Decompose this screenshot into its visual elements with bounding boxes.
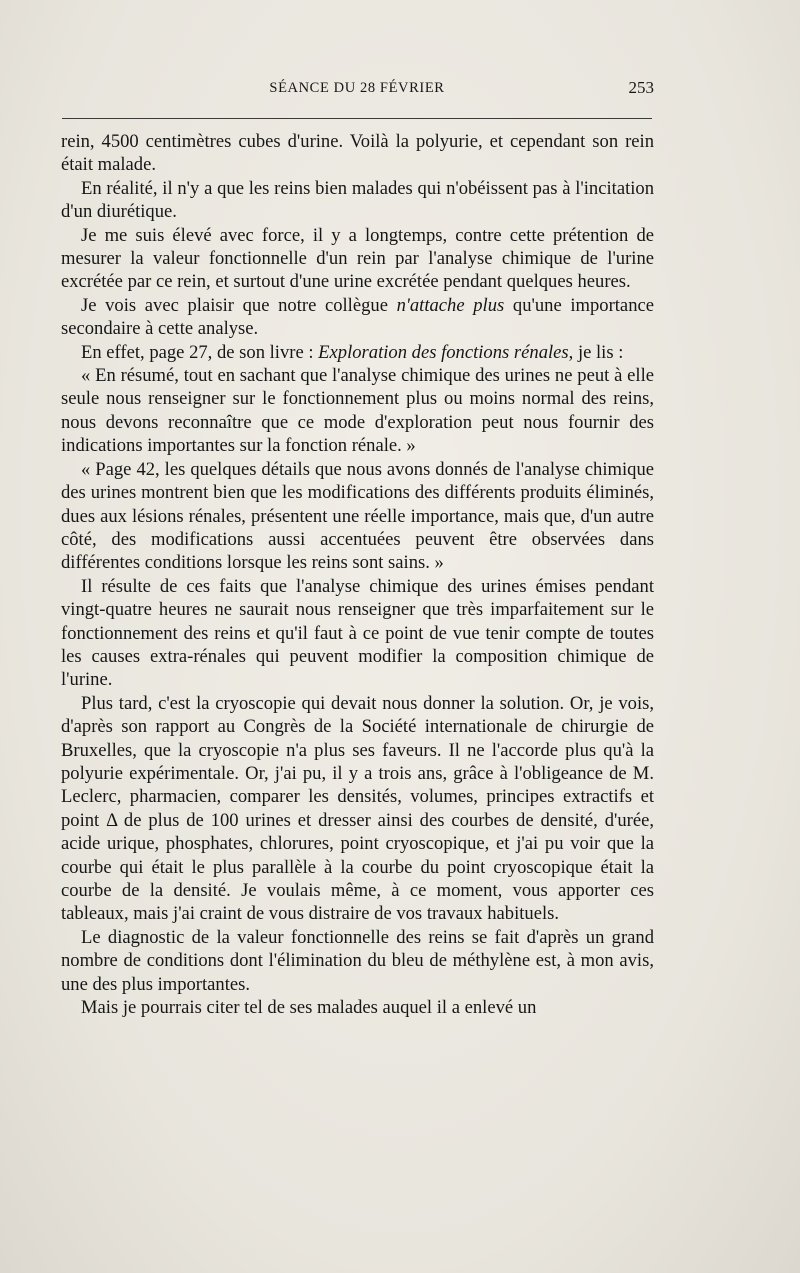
paragraph-reins-malades: En réalité, il n'y a que les reins bien malades qui n'obéissent pas à l'incitation d'un diurétique. <box>61 177 654 223</box>
text-segment: , je lis : <box>568 341 624 363</box>
page-number: 253 <box>628 78 654 97</box>
running-head <box>60 76 654 100</box>
italic-phrase: n'attache plus <box>396 294 505 316</box>
text-segment: qu'une importance secondaire à cette analyse. <box>61 294 654 340</box>
text-segment: En effet, page 27, de son livre : <box>81 341 319 363</box>
quote-page-42: « Page 42, les quelques détails que nous avons donnés de l'analyse chimique des urines montrent bien que les modifications des différents produits éliminés, dues aux lésions rénales, présentent une réelle importance, mais que, d'un autre côté, des modifications aussi accentuées peuvent être observées dans différentes conditions lorsque les reins sont sains. » <box>61 458 654 574</box>
header-rule <box>62 118 652 119</box>
running-title: SÉANCE DU 28 FÉVRIER <box>269 80 445 96</box>
text-segment: Je vois avec plaisir que notre collègue <box>81 294 397 316</box>
paragraph-il-resulte: Il résulte de ces faits que l'analyse chimique des urines émises pendant vingt-quatre heures ne saurait nous renseigner que très imparfaitement sur le fonctionnement des reins et qu'il faut à ce point de vue tenir compte de toutes les causes extra-rénales qui peuvent modifier la composition chimique de l'urine. <box>61 575 654 691</box>
paragraph-analyse-chimique: Je me suis élevé avec force, il y a longtemps, contre cette prétention de mesurer la valeur fonctionnelle d'un rein par l'analyse chimique de l'urine excrétée par ce rein, et surtout d'une urine excrétée pendant quelques heures. <box>61 224 654 293</box>
paragraph-cryoscopie: Plus tard, c'est la cryoscopie qui devait nous donner la solution. Or, je vois, d'après son rapport au Congrès de la Société internationale de chirurgie de Bruxelles, que la cryoscopie n'a plus ses faveurs. Il ne l'accorde plus qu'à la polyurie expérimentale. Or, j'ai pu, il y a trois ans, grâce à l'obligeance de M. Leclerc, pharmacien, comparer les densités, volumes, principes extractifs et point Δ de plus de 100 urines et dresser ainsi des courbes de densité, d'urée, acide urique, phosphates, chlorures, point cryoscopique, et j'ai pu voir que la courbe qui était le plus parallèle à la courbe du point cryoscopique était la courbe de la densité. Je voulais même, à ce moment, vous apporter ces tableaux, mais j'ai craint de vous distraire de vos travaux habituels. <box>61 692 654 925</box>
paragraph-livre <box>61 341 654 364</box>
paragraph-continuation: rein, 4500 centimètres cubes d'urine. Voilà la polyurie, et cependant son rein était malade. <box>61 131 654 176</box>
body-text <box>61 130 654 1019</box>
book-title: Exploration des fonctions rénales <box>318 341 569 363</box>
paragraph-mais: Mais je pourrais citer tel de ses malades auquel il a enlevé un <box>81 997 537 1019</box>
quote-resume: « En résumé, tout en sachant que l'analyse chimique des urines ne peut à elle seule nous renseigner sur le fonctionnement plus ou moins normal des reins, nous devons reconnaître que ce mode d'exploration peut nous fournir des indications importantes sur la fonction rénale. » <box>61 365 654 457</box>
paragraph-collegue <box>61 294 654 341</box>
paragraph-diagnostic: Le diagnostic de la valeur fonctionnelle des reins se fait d'après un grand nombre de conditions dont l'élimination du bleu de méthylène est, à mon avis, une des plus importantes. <box>61 926 654 995</box>
